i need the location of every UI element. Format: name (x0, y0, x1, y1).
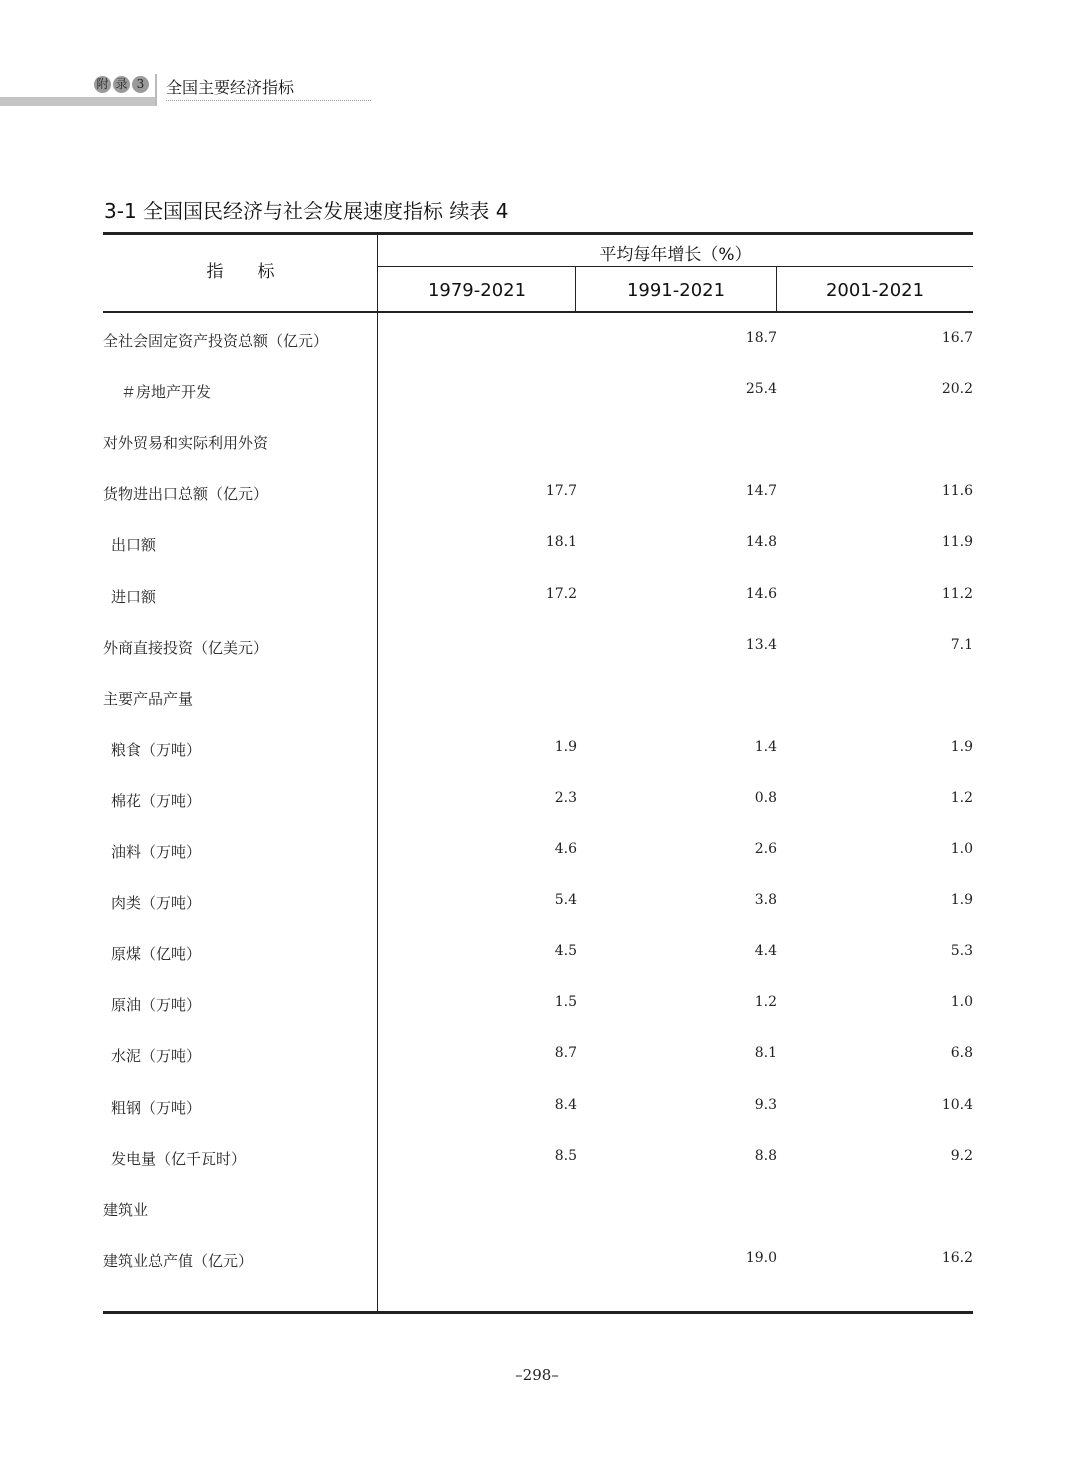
table-row (0, 841, 1074, 865)
row-label: 建筑业总产值（亿元） (103, 1251, 254, 1270)
row-value: 16.2 (941, 1249, 973, 1266)
row-value: 4.5 (554, 943, 577, 960)
row-label: 发电量（亿千瓦时） (111, 1149, 247, 1168)
table-row (0, 994, 1074, 1018)
table-row (0, 688, 1074, 712)
table-row (0, 892, 1074, 916)
row-label: 油料（万吨） (111, 843, 202, 861)
row-value: 11.2 (941, 585, 973, 602)
row-value: 20.2 (941, 381, 973, 398)
table-row (0, 1097, 1074, 1121)
table-row (0, 1250, 1074, 1274)
row-value: 8.7 (554, 1045, 577, 1062)
row-value: 14.8 (745, 534, 777, 551)
row-label: 对外贸易和实际利用外资 (103, 434, 269, 453)
appendix-tag-char: 附 (94, 76, 111, 93)
row-label: 主要产品产量 (103, 689, 194, 708)
table-row (0, 586, 1074, 610)
table-row (0, 637, 1074, 661)
row-value: 9.2 (950, 1147, 973, 1164)
row-label: 原煤（亿吨） (111, 945, 202, 964)
row-value: 8.5 (554, 1147, 577, 1164)
row-label: 进口额 (111, 587, 157, 606)
row-label: 棉花（万吨） (111, 791, 202, 810)
row-label: ＃房地产开发 (121, 383, 212, 402)
table-row (0, 1148, 1074, 1172)
row-label: 建筑业 (103, 1200, 149, 1219)
row-value: 8.8 (754, 1147, 777, 1164)
row-value: 14.6 (745, 585, 777, 602)
row-label: 原油（万吨） (111, 996, 202, 1015)
row-value: 1.2 (950, 789, 973, 806)
row-value: 3.8 (754, 892, 777, 909)
row-value: 19.0 (745, 1249, 777, 1266)
row-value: 2.6 (754, 841, 777, 857)
appendix-tag (94, 76, 149, 93)
row-value: 11.6 (941, 483, 973, 500)
row-value: 18.7 (745, 330, 777, 346)
appendix-tag-char: 录 (113, 76, 130, 93)
header-bar (0, 97, 156, 106)
row-value: 1.0 (950, 841, 973, 857)
row-value: 14.7 (745, 483, 777, 500)
period-header: 1991-2021 (626, 280, 726, 301)
row-value: 10.4 (941, 1096, 973, 1113)
row-value: 9.3 (754, 1096, 777, 1113)
indicator-header: 指 标 (206, 262, 275, 282)
row-label: 货物进出口总额（亿元） (103, 485, 269, 504)
row-value: 8.4 (554, 1096, 577, 1113)
growth-group-header: 平均每年增长（%） (599, 245, 752, 265)
row-value: 7.1 (950, 636, 973, 653)
table-row (0, 381, 1074, 405)
table-bottom-rule (103, 1311, 973, 1314)
row-value: 16.7 (941, 330, 973, 346)
row-value: 5.4 (554, 892, 577, 909)
row-value: 1.9 (554, 738, 577, 755)
row-value: 17.7 (545, 483, 577, 500)
row-value: 1.2 (754, 994, 777, 1011)
table-row (0, 432, 1074, 456)
table-row (0, 739, 1074, 763)
row-value: 0.8 (754, 789, 777, 806)
table-row (0, 1045, 1074, 1069)
row-value: 1.0 (950, 994, 973, 1011)
row-value: 8.1 (754, 1045, 777, 1062)
period-header: 2001-2021 (825, 280, 925, 301)
row-value: 4.4 (754, 943, 777, 960)
appendix-tag-char: 3 (132, 76, 149, 93)
row-value: 2.3 (554, 789, 577, 806)
table-row (0, 483, 1074, 507)
row-value: 18.1 (545, 534, 577, 551)
row-value: 1.9 (950, 738, 973, 755)
page-number: –298– (515, 1366, 559, 1384)
header-divider (155, 74, 157, 106)
row-label: 粗钢（万吨） (111, 1098, 202, 1117)
header-bottom-rule (103, 311, 973, 313)
table-top-rule (103, 232, 973, 235)
row-label: 全社会固定资产投资总额（亿元） (103, 332, 329, 350)
row-label: 出口额 (111, 536, 157, 555)
table-row (0, 534, 1074, 558)
table-row (0, 943, 1074, 967)
section-title: 全国主要经济指标 (166, 75, 371, 101)
row-value: 4.6 (554, 841, 577, 857)
row-value: 17.2 (545, 585, 577, 602)
row-value: 25.4 (745, 381, 777, 398)
row-value: 5.3 (950, 943, 973, 960)
row-value: 1.4 (754, 738, 777, 755)
row-label: 外商直接投资（亿美元） (103, 638, 269, 657)
table-row (0, 330, 1074, 354)
header-mid-rule (378, 266, 973, 267)
row-value: 11.9 (941, 534, 973, 551)
table-row (0, 1199, 1074, 1223)
row-value: 13.4 (745, 636, 777, 653)
row-label: 水泥（万吨） (111, 1047, 202, 1066)
row-label: 粮食（万吨） (111, 740, 202, 759)
period-header: 1979-2021 (427, 280, 527, 301)
row-label: 肉类（万吨） (111, 894, 202, 913)
row-value: 1.5 (554, 994, 577, 1011)
table-row (0, 790, 1074, 814)
row-value: 6.8 (950, 1045, 973, 1062)
table-title: 3-1 全国国民经济与社会发展速度指标 续表 4 (104, 199, 509, 223)
row-value: 1.9 (950, 892, 973, 909)
